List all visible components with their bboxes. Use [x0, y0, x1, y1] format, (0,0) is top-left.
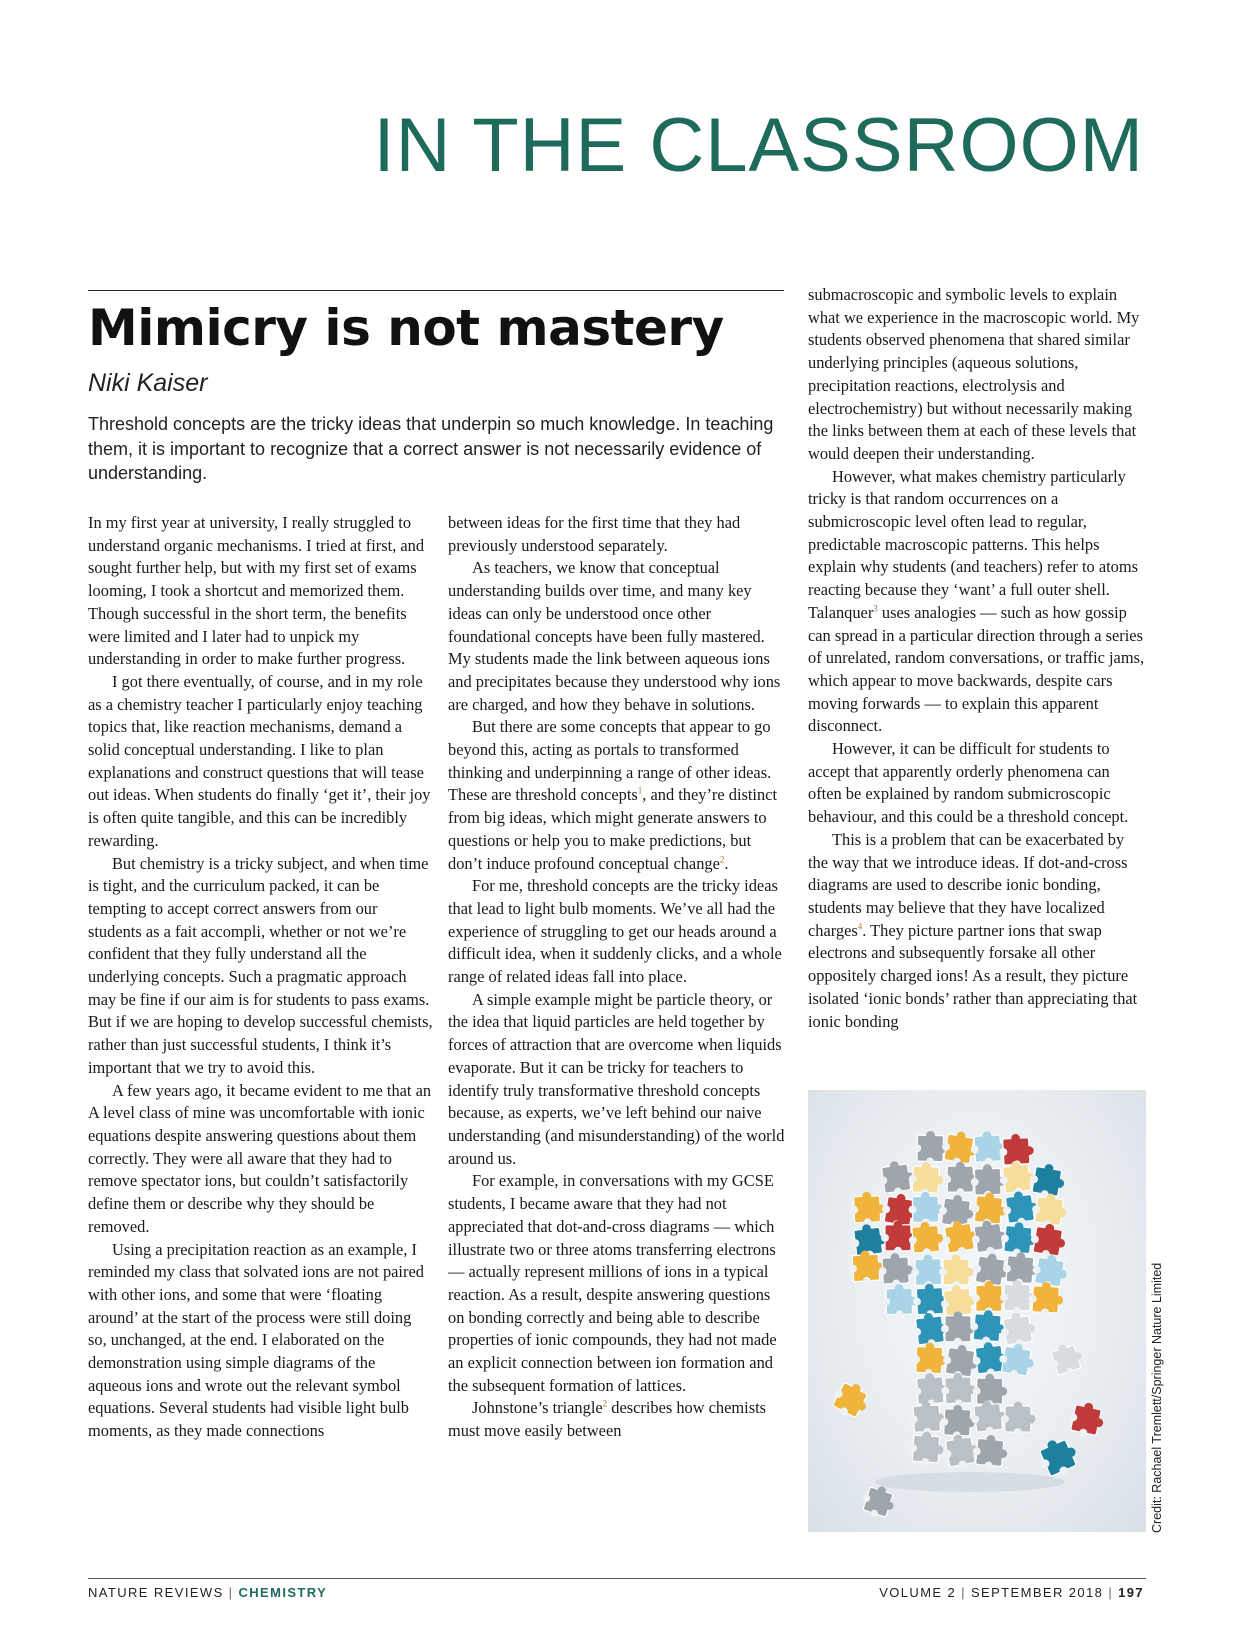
author-name: Niki Kaiser — [88, 369, 208, 397]
paragraph: A simple example might be particle theory, or the idea that liquid particles are held together by forces of attraction that are overcome when liquids evaporate. But it can be tricky for teachers to identify truly transformative threshold concepts because, as experts, we’ve left behind our naive understanding (and misunderstanding) of the world around us. — [448, 989, 785, 1168]
issue-date: SEPTEMBER 2018 — [970, 1585, 1104, 1600]
text-run: Johnstone’s triangle — [472, 1398, 603, 1418]
image-credit: Credit: Rachael Tremlett/Springer Nature Limited — [1150, 1262, 1164, 1533]
reference-marker[interactable]: 2 — [602, 1398, 608, 1409]
bulb-pieces — [848, 1129, 1070, 1472]
paragraph: A few years ago, it became evident to me that an A level class of mine was uncomfortable with ionic equations despite answering questions about them correctly. They were all aware that they had to remove spectator ions, but couldn’t satisfactorily define them or describe why they should be removed. — [88, 1080, 432, 1236]
title-rule — [88, 290, 784, 291]
footer-issue — [879, 1585, 1144, 1600]
paragraph — [448, 1397, 788, 1442]
puzzle-piece — [908, 1192, 943, 1227]
paragraph: between ideas for the first time that they had previously understood separately. — [448, 513, 741, 555]
separator: | — [1108, 1585, 1114, 1600]
text-run: But there are some concepts that appear to go beyond this, acting as portals to transformed thinking and underpinning a range of other ideas. These are threshold concepts — [448, 717, 772, 805]
paragraph: As teachers, we know that conceptual understanding builds over time, and many key ideas can only be understood once other foundational concepts have been fully mastered. My students made the link between aqueous ions and precipitates because they understood why ions are charged, and how they behave in solutions. — [448, 558, 781, 714]
page-number: 197 — [1118, 1585, 1144, 1600]
puzzle-piece — [1001, 1401, 1036, 1436]
puzzle-piece — [908, 1221, 945, 1258]
paragraph: I got there eventually, of course, and in my role as a chemistry teacher I particularly enjoy teaching topics that, like reaction mechanisms, demand a solid conceptual understanding. I like to plan explanations and construct questions that will tease out ideas. When students do finally ‘get it’, their joy is often quite tangible, and this can be incredibly rewarding. — [88, 671, 431, 850]
text-run: . — [724, 853, 729, 873]
journal-name: CHEMISTRY — [238, 1585, 328, 1600]
puzzle-piece — [882, 1284, 917, 1319]
puzzle-piece — [848, 1249, 885, 1286]
separator: | — [961, 1585, 966, 1600]
puzzle-piece — [940, 1404, 976, 1440]
body-column-1 — [88, 512, 433, 1443]
text-run: . They picture partner ions that swap electrons and subsequently forsake all other oppositely charged ions! As a result, they picture isolated ‘ionic bonds’ rather than appreciating that ionic bonding — [808, 920, 1138, 1031]
lightbulb-puzzle-illustration — [808, 1090, 1146, 1532]
puzzle-piece — [858, 1482, 898, 1522]
puzzle-piece — [969, 1309, 1006, 1346]
reference-marker[interactable]: 4 — [857, 921, 863, 932]
puzzle-piece — [1034, 1433, 1083, 1482]
separator: | — [228, 1585, 234, 1600]
puzzle-piece — [971, 1434, 1008, 1471]
puzzle-piece — [997, 1341, 1037, 1381]
section-heading: IN THE CLASSROOM — [373, 103, 1144, 188]
puzzle-piece — [908, 1431, 944, 1467]
reference-marker[interactable]: 1 — [637, 785, 643, 796]
volume: VOLUME 2 — [879, 1585, 957, 1600]
puzzle-piece — [1027, 1161, 1067, 1201]
paragraph: But chemistry is a tricky subject, and when time is tight, and the curriculum packed, it can be tempting to accept correct answers from our students as a fait accompli, whether or not we’re confident that they fully understand all the underlying concepts. Such a pragmatic approach may be fine if our aim is for students to pass exams. But if we are hoping to develop successful chemists, rather than just successful students, I think it’s important that we try to avoid this. — [88, 853, 433, 1077]
footer-journal — [88, 1585, 327, 1600]
paragraph: In my first year at university, I really struggled to understand organic mechanisms. I tried at first, and sought further help, but with my first set of exams looming, I took a shortcut and memorized them. Though successful in the short term, the benefits were limited and I later had to unpick my understanding in order to make further progress. — [88, 513, 425, 669]
paragraph: submacroscopic and symbolic levels to explain what we experience in the macroscopic world. My students observed phenomena that shared similar underlying principles (aqueous solutions, precipitation reactions, electrolysis and electrochemistry) but without necessarily making the links between them at each of these levels that would deepen their understanding. — [808, 285, 1140, 463]
puzzle-piece — [941, 1311, 976, 1346]
paragraph — [448, 716, 788, 875]
puzzle-piece — [850, 1191, 886, 1227]
paragraph: For me, threshold concepts are the tricky ideas that lead to light bulb moments. We’ve all had the experience of struggling to get our heads around a difficult idea, when it suddenly clicks, and a whole range of related ideas fall into place. — [448, 876, 782, 987]
puzzle-piece — [1046, 1340, 1086, 1380]
text-run: However, what makes chemistry particularly tricky is that random occurrences on a submicroscopic level often lead to regular, predictable macroscopic patterns. This helps explain why students (and teachers) refer to atoms reacting because they ‘want’ a full outer shell. Talanquer — [808, 466, 1138, 622]
puzzle-piece — [1028, 1221, 1067, 1260]
paragraph — [808, 829, 1146, 1033]
footer-rule — [88, 1578, 1146, 1579]
puzzle-piece — [941, 1372, 977, 1408]
puzzle-piece — [827, 1377, 874, 1424]
puzzle-lightbulb-icon — [808, 1090, 1146, 1532]
puzzle-piece — [909, 1400, 945, 1436]
puzzle-piece — [1066, 1399, 1107, 1440]
standfirst: Threshold concepts are the tricky ideas that underpin so much knowledge. In teaching them, it is important to recognize that a correct answer is not necessarily evidence of understanding. — [88, 414, 774, 483]
reference-marker[interactable]: 3 — [873, 603, 878, 614]
text-run: describes how chemists must move easily between — [448, 1398, 767, 1441]
reference-marker[interactable]: 2 — [719, 854, 725, 865]
article-title: Mimicry is not mastery — [88, 299, 724, 357]
text-run: uses analogies — such as how gossip can spread in a particular direction through a series of unrelated, random conversations, or traffic jams, which appear to move backwards, despite cars moving forwards — to explain this apparent disconnect. — [808, 602, 1145, 736]
paragraph: For example, in conversations with my GCSE students, I became aware that they had not appreciated that dot-and-cross diagrams — which illustrate two or three atoms transferring electrons — actually represent millions of ions in a typical reaction. As a result, despite answering questions on bonding correctly and being able to describe properties of ionic compounds, they had not made an explicit connection between ion formation and the subsequent formation of lattices. — [448, 1171, 777, 1395]
body-column-2 — [448, 512, 788, 1443]
puzzle-piece — [970, 1130, 1006, 1166]
puzzle-piece — [911, 1342, 947, 1378]
paragraph: Using a precipitation reaction as an example, I reminded my class that solvated ions are not paired with other ions, and some that were ‘floating around’ at the start of the process were still doing so, unchanged, at the end. I elaborated on the demonstration using simple diagrams of the aqueous ions and wrote out the relevant symbol equations. Several students had visible light bulb moments, as they made connections — [88, 1239, 424, 1441]
text-run: , and they’re distinct from big ideas, which might generate answers to questions or help you to make predictions, but don’t induce profound conceptual change — [448, 785, 778, 873]
paragraph: However, it can be difficult for students to accept that apparently orderly phenomena can often be explained by random submicroscopic behaviour, and this could be a threshold concept. — [808, 739, 1129, 827]
journal-prefix: NATURE REVIEWS — [88, 1585, 224, 1600]
body-column-3 — [808, 284, 1146, 1033]
paragraph — [808, 466, 1146, 738]
bulb-shadow — [875, 1472, 1065, 1492]
puzzle-piece — [999, 1311, 1038, 1350]
text-run: This is a problem that can be exacerbated by the way that we introduce ideas. If dot-and-cross diagrams are used to describe ionic bonding, students may believe that they have localized charges — [808, 829, 1128, 940]
puzzle-piece — [939, 1255, 973, 1289]
puzzle-piece — [878, 1252, 914, 1288]
